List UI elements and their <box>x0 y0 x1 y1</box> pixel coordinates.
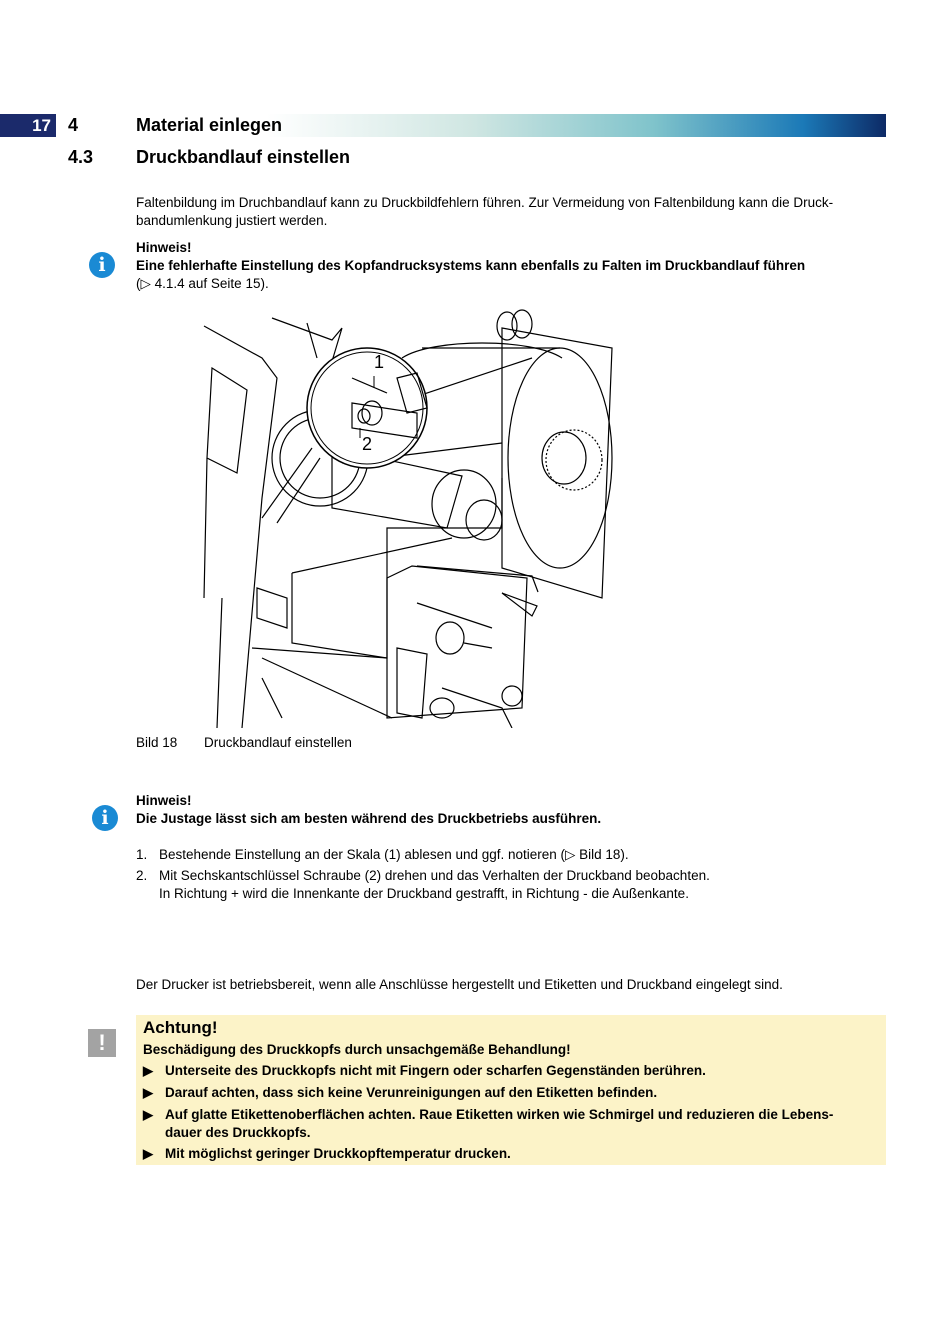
warning-item-text-continued: dauer des Druckkopfs. <box>165 1125 311 1140</box>
callout-1: 1 <box>374 352 385 372</box>
list-item <box>143 1062 883 1084</box>
warning-item-text: Unterseite des Druckkopfs nicht mit Fingern oder scharfen Gegenständen berühren. <box>165 1063 706 1078</box>
step-text-continued: In Richtung + wird die Innenkante der Druckband gestrafft, in Richtung - die Außenkante. <box>159 886 689 901</box>
printer-ribbon-illustration <box>202 298 618 728</box>
step-number: 2. <box>136 868 148 883</box>
warning-list <box>143 1062 883 1167</box>
callout-2: 2 <box>362 434 373 454</box>
intro-line-1: Faltenbildung im Druchbandlauf kann zu Druckbildfehlern führen. Zur Vermeidung von Faltenbildung kann die Druck- <box>136 195 834 210</box>
step-text: Mit Sechskantschlüssel Schraube (2) drehen und das Verhalten der Druckband beobachten. <box>159 868 710 883</box>
page-number: 17 <box>0 114 56 137</box>
chapter-title: Material einlegen <box>136 115 283 135</box>
section-number: 4.3 <box>68 147 94 167</box>
note-1 <box>136 239 896 293</box>
step-number: 1. <box>136 847 148 862</box>
warning-item-text: Darauf achten, dass sich keine Verunreinigungen auf den Etiketten befinden. <box>165 1085 658 1100</box>
note-1-text: Eine fehlerhafte Einstellung des Kopfandrucksystems kann ebenfalls zu Falten im Druckbandlauf führen <box>136 258 806 273</box>
ready-paragraph: Der Drucker ist betriebsbereit, wenn alle Anschlüsse hergestellt und Etiketten und Druckband eingelegt sind. <box>136 977 783 992</box>
info-icon: i <box>89 252 115 278</box>
warning-title: Achtung! <box>143 1018 218 1037</box>
warning-item-text: Auf glatte Etikettenoberflächen achten. Raue Etiketten wirken wie Schmirgel und reduzieren die Lebens- <box>165 1107 834 1122</box>
note-1-heading: Hinweis! <box>136 240 192 255</box>
bullet-triangle-icon: ▶ <box>143 1146 153 1161</box>
warning-box <box>136 1015 886 1165</box>
list-item <box>143 1084 883 1106</box>
note-2-text: Die Justage lässt sich am besten während des Druckbetriebs ausführen. <box>136 811 602 826</box>
chapter-number: 4 <box>68 115 79 135</box>
steps-list <box>136 846 896 903</box>
section-title: Druckbandlauf einstellen <box>136 147 351 167</box>
note-1-reference: (▷ 4.1.4 auf Seite 15). <box>136 276 269 291</box>
warning-subtitle: Beschädigung des Druckkopfs durch unsachgemäße Behandlung! <box>143 1042 571 1057</box>
intro-paragraph <box>136 194 896 230</box>
list-item <box>136 846 896 867</box>
note-2-heading: Hinweis! <box>136 793 192 808</box>
bullet-triangle-icon: ▶ <box>143 1063 153 1078</box>
list-item <box>143 1106 883 1145</box>
list-item <box>136 867 896 903</box>
bullet-triangle-icon: ▶ <box>143 1107 153 1122</box>
figure-caption-label: Bild 18 <box>136 735 178 750</box>
warning-item-text: Mit möglichst geringer Druckkopftemperatur drucken. <box>165 1146 511 1161</box>
step-text: Bestehende Einstellung an der Skala (1) ablesen und ggf. notieren (▷ Bild 18). <box>159 847 629 862</box>
bullet-triangle-icon: ▶ <box>143 1085 153 1100</box>
list-item <box>143 1145 883 1167</box>
intro-line-2: bandumlenkung justiert werden. <box>136 213 328 228</box>
exclamation-icon: ! <box>88 1029 116 1057</box>
info-icon: i <box>92 805 118 831</box>
figure-caption-text: Druckbandlauf einstellen <box>204 735 352 750</box>
note-2 <box>136 792 896 828</box>
